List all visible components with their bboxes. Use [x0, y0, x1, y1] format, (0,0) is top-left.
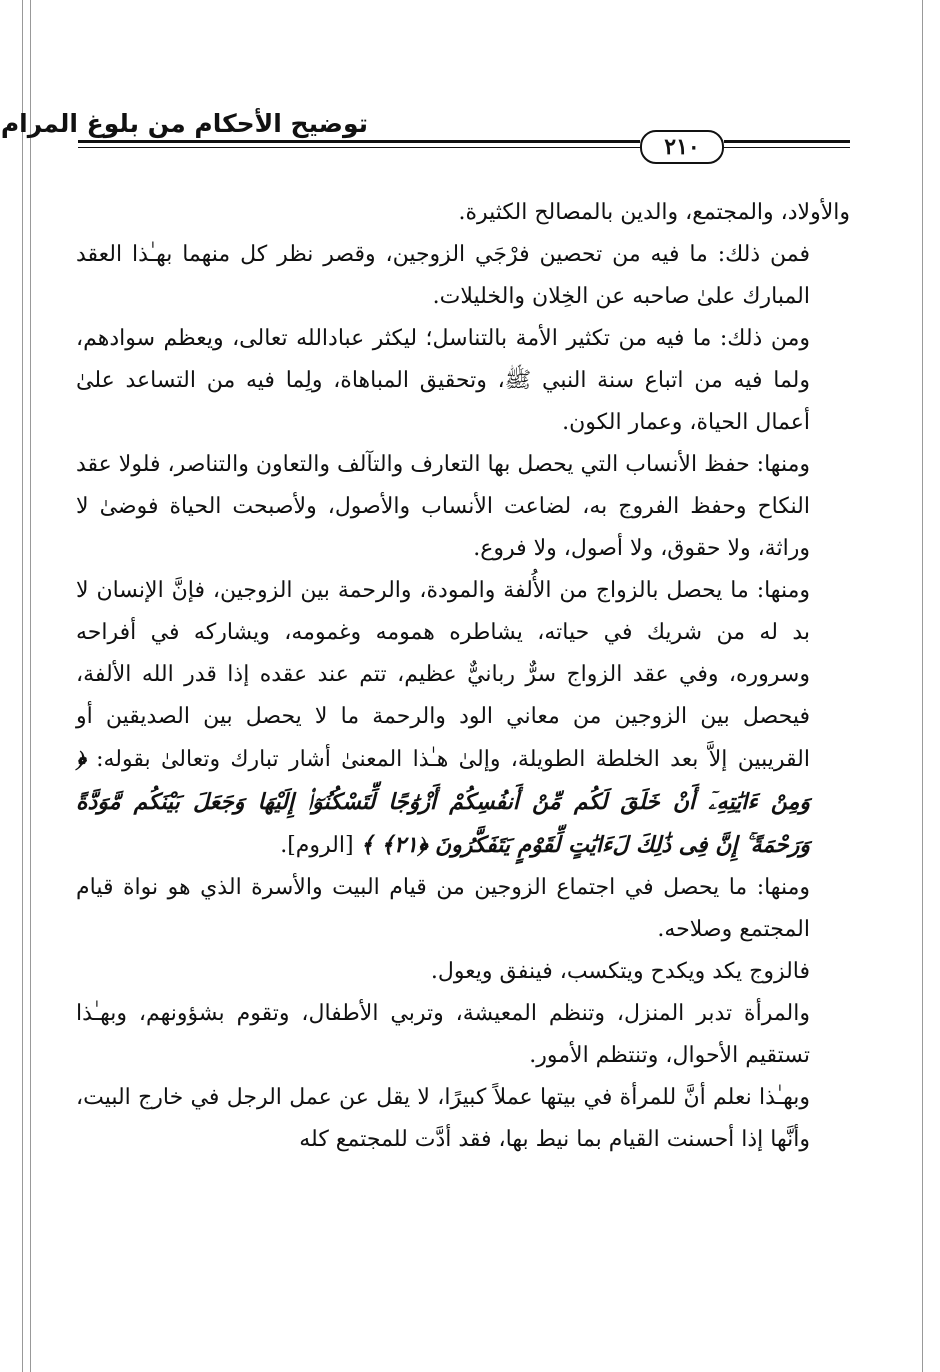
page-edge-line — [30, 0, 31, 1372]
paragraph: وبهـٰذا نعلم أنَّ للمرأة في بيتها عملاً كبيرًا، لا يقل عن عمل الرجل في خارج البيت، وأنَّها إذا أحسنت القيام بما نيط بها، فقد أدَّت للمجتمع كله — [76, 1085, 810, 1152]
running-head-title: توضيح الأحكام من بلوغ المرام — [0, 109, 368, 138]
paragraph: فمن ذلك: ما فيه من تحصين فرْجَي الزوجين، وقصر نظر كل منهما بهـٰذا العقد المبارك علىٰ صاحبه عن الخِلان والخليلات. — [76, 242, 810, 309]
paragraph: والمرأة تدبر المنزل، وتنظم المعيشة، وتربي الأطفال، وتقوم بشؤونهم، وبهـٰذا تستقيم الأحوال، وتنتظم الأمور. — [76, 1001, 810, 1068]
paragraph: ومنها: ما يحصل في اجتماع الزوجين من قيام البيت والأسرة الذي هو نواة قيام المجتمع وصلاحه. — [76, 875, 810, 942]
verse-citation: [الروم]. — [280, 833, 354, 858]
paragraph: ومن ذلك: ما فيه من تكثير الأمة بالتناسل؛ ليكثر عبادالله تعالى، ويعظم سوادهم، ولما فيه من اتباع سنة النبي ﷺ، وتحقيق المباهاة، ولِما فيه من التساعد علىٰ أعمال الحياة، وعمار الكون. — [76, 326, 810, 435]
paragraph-with-quote — [76, 570, 850, 867]
quran-verse: ﴿ وَمِنْ ءَايَٰتِهِۦٓ أَنْ خَلَقَ لَكُم مِّنْ أَنفُسِكُمْ أَزْوَٰجًا لِّتَسْكُنُوٓا۟ إِلَيْهَا وَجَعَلَ بَيْنَكُم مَّوَدَّةً وَرَحْمَةً ۚ إِنَّ فِى ذَٰلِكَ لَءَايَٰتٍ لِّقَوْمٍ يَتَفَكَّرُونَ ﴿٢١﴾ ﴾ — [76, 746, 810, 858]
paragraph: ومنها: حفظ الأنساب التي يحصل بها التعارف والتآلف والتعاون والتناصر، فلولا عقد النكاح وحفظ الفروج به، لضاعت الأنساب والأصول، ولأصبحت الحياة فوضىٰ لا وراثة، ولا حقوق، ولا أصول، ولا فروع. — [76, 452, 810, 561]
page-body — [76, 192, 850, 1161]
page-edge-line — [22, 0, 23, 1372]
page-edge-line — [922, 0, 923, 1372]
paragraph: والأولاد، والمجتمع، والدين بالمصالح الكثيرة. — [458, 200, 850, 225]
paragraph: فالزوج يكد ويكدح ويتكسب، فينفق ويعول. — [430, 959, 810, 984]
header-rule-left-thick — [78, 140, 640, 143]
header-rule-left-thin — [78, 147, 640, 148]
page-number: ٢١٠ — [640, 130, 724, 164]
paragraph-text: ومنها: ما يحصل بالزواج من الأُلفة والمودة، والرحمة بين الزوجين، فإنَّ الإنسان لا بد له من شريك في حياته، يشاطره همومه وغمومه، ويشاركه في أفراحه وسروره، وفي عقد الزواج سرٌّ ربانيٌّ عظيم، تتم عند عقده إذا قدر الله الألفة، فيحصل بين الزوجين من معاني الود والرحمة ما لا يحصل بين الصديقين أو القريبين إلاَّ بعد الخلطة الطويلة، وإلىٰ هـٰذا المعنىٰ أشار تبارك وتعالىٰ بقوله: — [76, 578, 810, 772]
header-rule-right-thin — [724, 147, 850, 148]
header-rule-right-thick — [724, 140, 850, 143]
